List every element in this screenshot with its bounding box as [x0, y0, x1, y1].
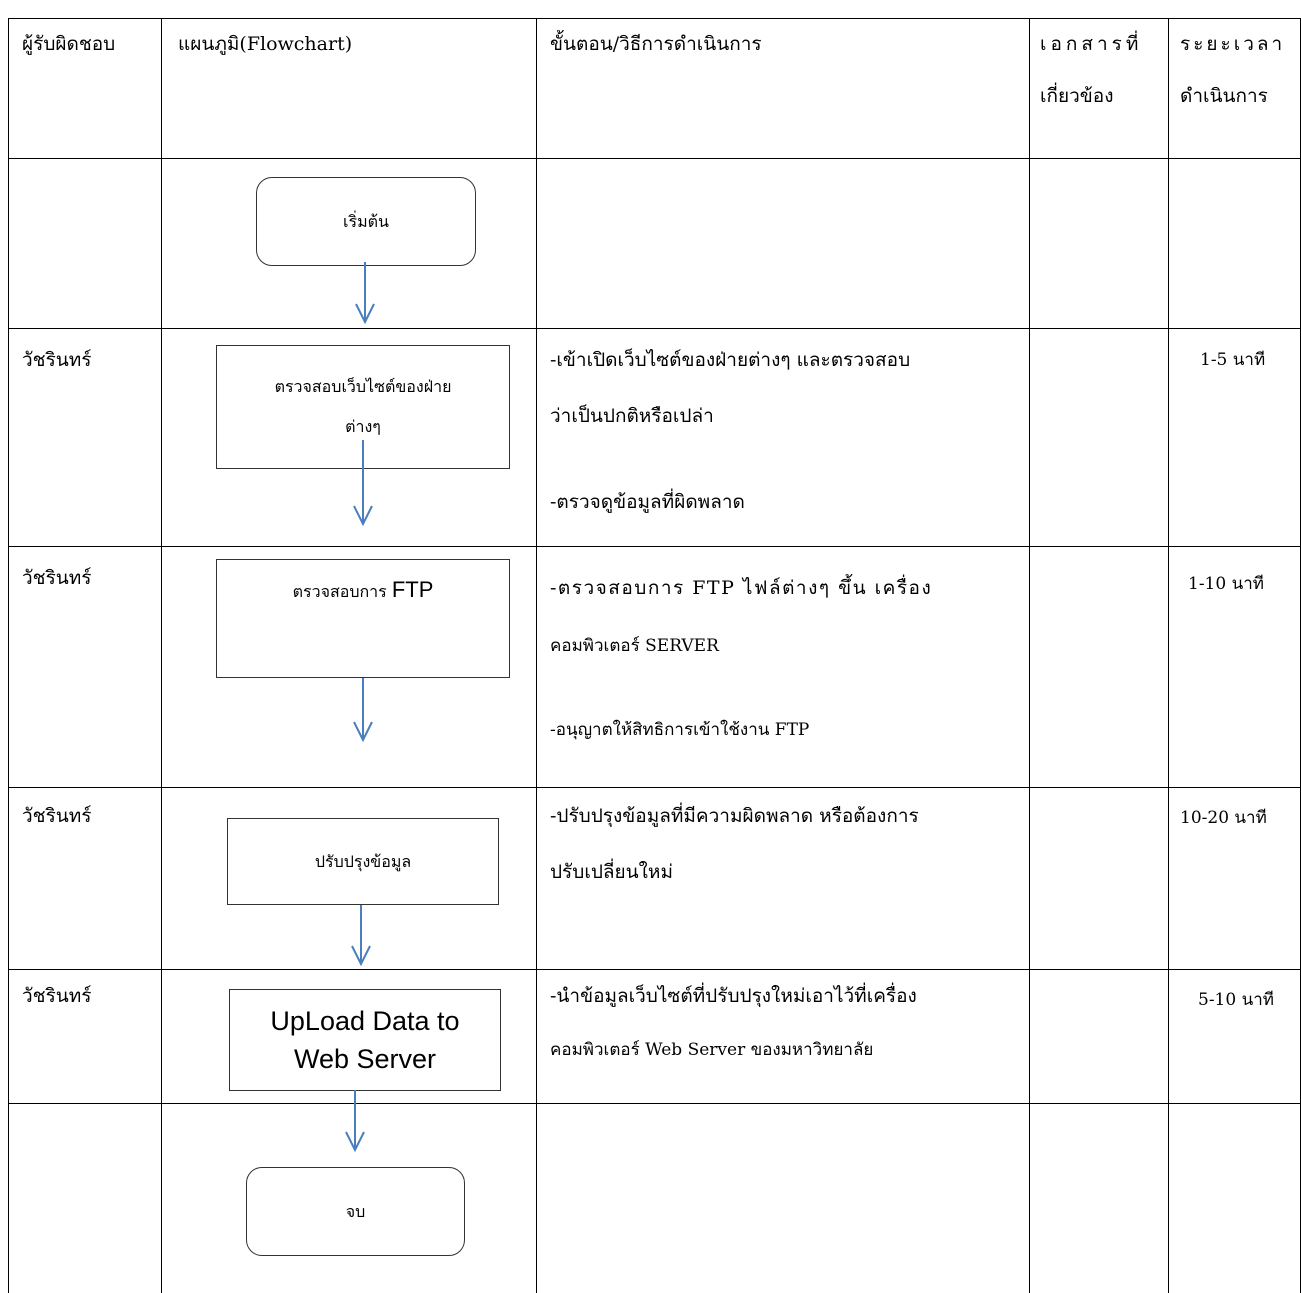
flow-end-label: จบ — [345, 1201, 366, 1221]
row2-procedure-line3: -อนุญาตให้สิทธิการเข้าใช้งาน FTP — [550, 720, 810, 740]
row1-procedure-line2: ว่าเป็นปกติหรือเปล่า — [550, 405, 714, 427]
header-flowchart: แผนภูมิ(Flowchart) — [178, 33, 353, 55]
row1-responsible: วัชรินทร์ — [22, 349, 92, 371]
row2-responsible: วัชรินทร์ — [22, 567, 92, 589]
flow-check-sites-label-line1: ตรวจสอบเว็บไซต์ของฝ่าย — [274, 377, 452, 396]
row1-procedure-line3: -ตรวจดูข้อมูลที่ผิดพลาด — [550, 491, 745, 513]
flow-update-data-label: ปรับปรุงข้อมูล — [314, 851, 412, 871]
flow-check-ftp-prefix: ตรวจสอบการ — [292, 582, 387, 601]
arrow-down-icon — [346, 1090, 364, 1150]
header-responsible: ผู้รับผิดชอบ — [22, 33, 116, 55]
flow-upload-label-line1: UpLoad Data to — [270, 1006, 460, 1036]
row4-duration: 5-10 นาที — [1198, 990, 1274, 1010]
row2-duration: 1-10 นาที — [1188, 574, 1264, 594]
row1-duration: 1-5 นาที — [1200, 350, 1266, 370]
row2-procedure-line1: -ตรวจสอบการ FTP ไฟล์ต่างๆ ขึ้น เครื่อง — [550, 577, 933, 599]
flow-upload-label-line2: Web Server — [293, 1044, 437, 1074]
row3-procedure-line2: ปรับเปลี่ยนใหม่ — [550, 861, 673, 883]
row3-procedure-line1: -ปรับปรุงข้อมูลที่มีความผิดพลาด หรือต้องการ — [550, 805, 919, 827]
header-duration-line2: ดำเนินการ — [1180, 85, 1268, 107]
row1-procedure-line1: -เข้าเปิดเว็บไซต์ของฝ่ายต่างๆ และตรวจสอบ — [550, 349, 911, 371]
row2-procedure-line2: คอมพิวเตอร์ SERVER — [550, 636, 719, 656]
arrow-down-icon — [356, 262, 374, 322]
arrow-down-icon — [354, 678, 372, 740]
row4-procedure-line2: คอมพิวเตอร์ Web Server ของมหาวิทยาลัย — [550, 1040, 874, 1060]
arrow-down-icon — [352, 905, 370, 964]
row4-procedure-line1: -นำข้อมูลเว็บไซต์ที่ปรับปรุงใหม่เอาไว้ที่เครื่อง — [550, 985, 917, 1007]
header-documents-line1: เอกสารที่ — [1040, 33, 1143, 55]
header-duration-line1: ระยะเวลา — [1180, 33, 1286, 55]
row3-responsible: วัชรินทร์ — [22, 805, 92, 827]
flow-start-label: เริ่มต้น — [343, 211, 389, 231]
arrow-down-icon — [354, 440, 372, 524]
flow-check-sites-label-line2: ต่างๆ — [345, 417, 381, 436]
header-documents-line2: เกี่ยวข้อง — [1040, 85, 1114, 107]
row4-responsible: วัชรินทร์ — [22, 985, 92, 1007]
flow-check-ftp-suffix: FTP — [391, 577, 434, 602]
header-procedure: ขั้นตอน/วิธีการดำเนินการ — [550, 33, 762, 55]
row3-duration: 10-20 นาที — [1180, 808, 1267, 828]
